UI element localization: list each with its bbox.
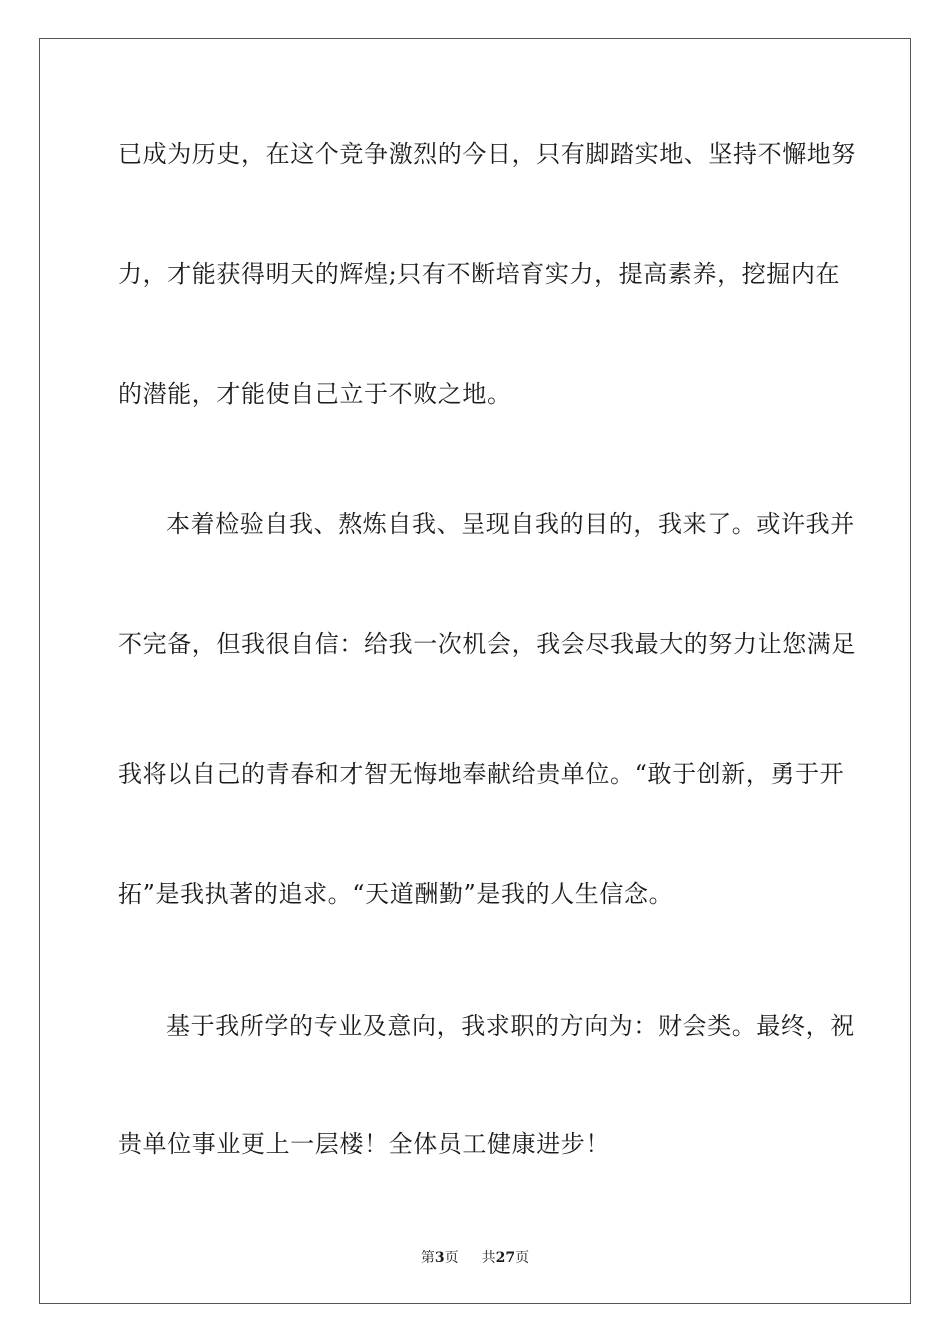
total-pages: 27 [495,1250,516,1266]
body-line-7: 拓”是我执著的追求。“天道酬勤”是我的人生信念。 [118,880,674,908]
body-line-3: 的潜能，才能使自己立于不败之地。 [118,380,512,408]
body-line-5: 不完备，但我很自信：给我一次机会，我会尽我最大的努力让您满足 [118,630,856,658]
page-footer [0,1248,950,1268]
body-line-6: 我将以自己的青春和才智无悔地奉献给贵单位。“敢于创新，勇于开 [118,760,845,788]
page-border [39,38,911,1304]
body-line-2: 力，才能获得明天的辉煌;只有不断培育实力，提高素养，挖掘内在 [118,260,841,288]
page-prefix: 第 [420,1250,435,1266]
total-suffix: 页 [515,1250,530,1266]
body-line-4: 本着检验自我、熬炼自我、呈现自我的目的，我来了。或许我并 [166,510,855,538]
body-line-9: 贵单位事业更上一层楼！全体员工健康进步！ [118,1130,610,1158]
body-line-8: 基于我所学的专业及意向，我求职的方向为：财会类。最终，祝 [166,1012,855,1040]
page-suffix: 页 [444,1250,459,1266]
page-number: 3 [434,1250,445,1266]
body-line-1: 已成为历史，在这个竞争激烈的今日，只有脚踏实地、坚持不懈地努 [118,140,856,168]
total-prefix: 共 [481,1250,496,1266]
